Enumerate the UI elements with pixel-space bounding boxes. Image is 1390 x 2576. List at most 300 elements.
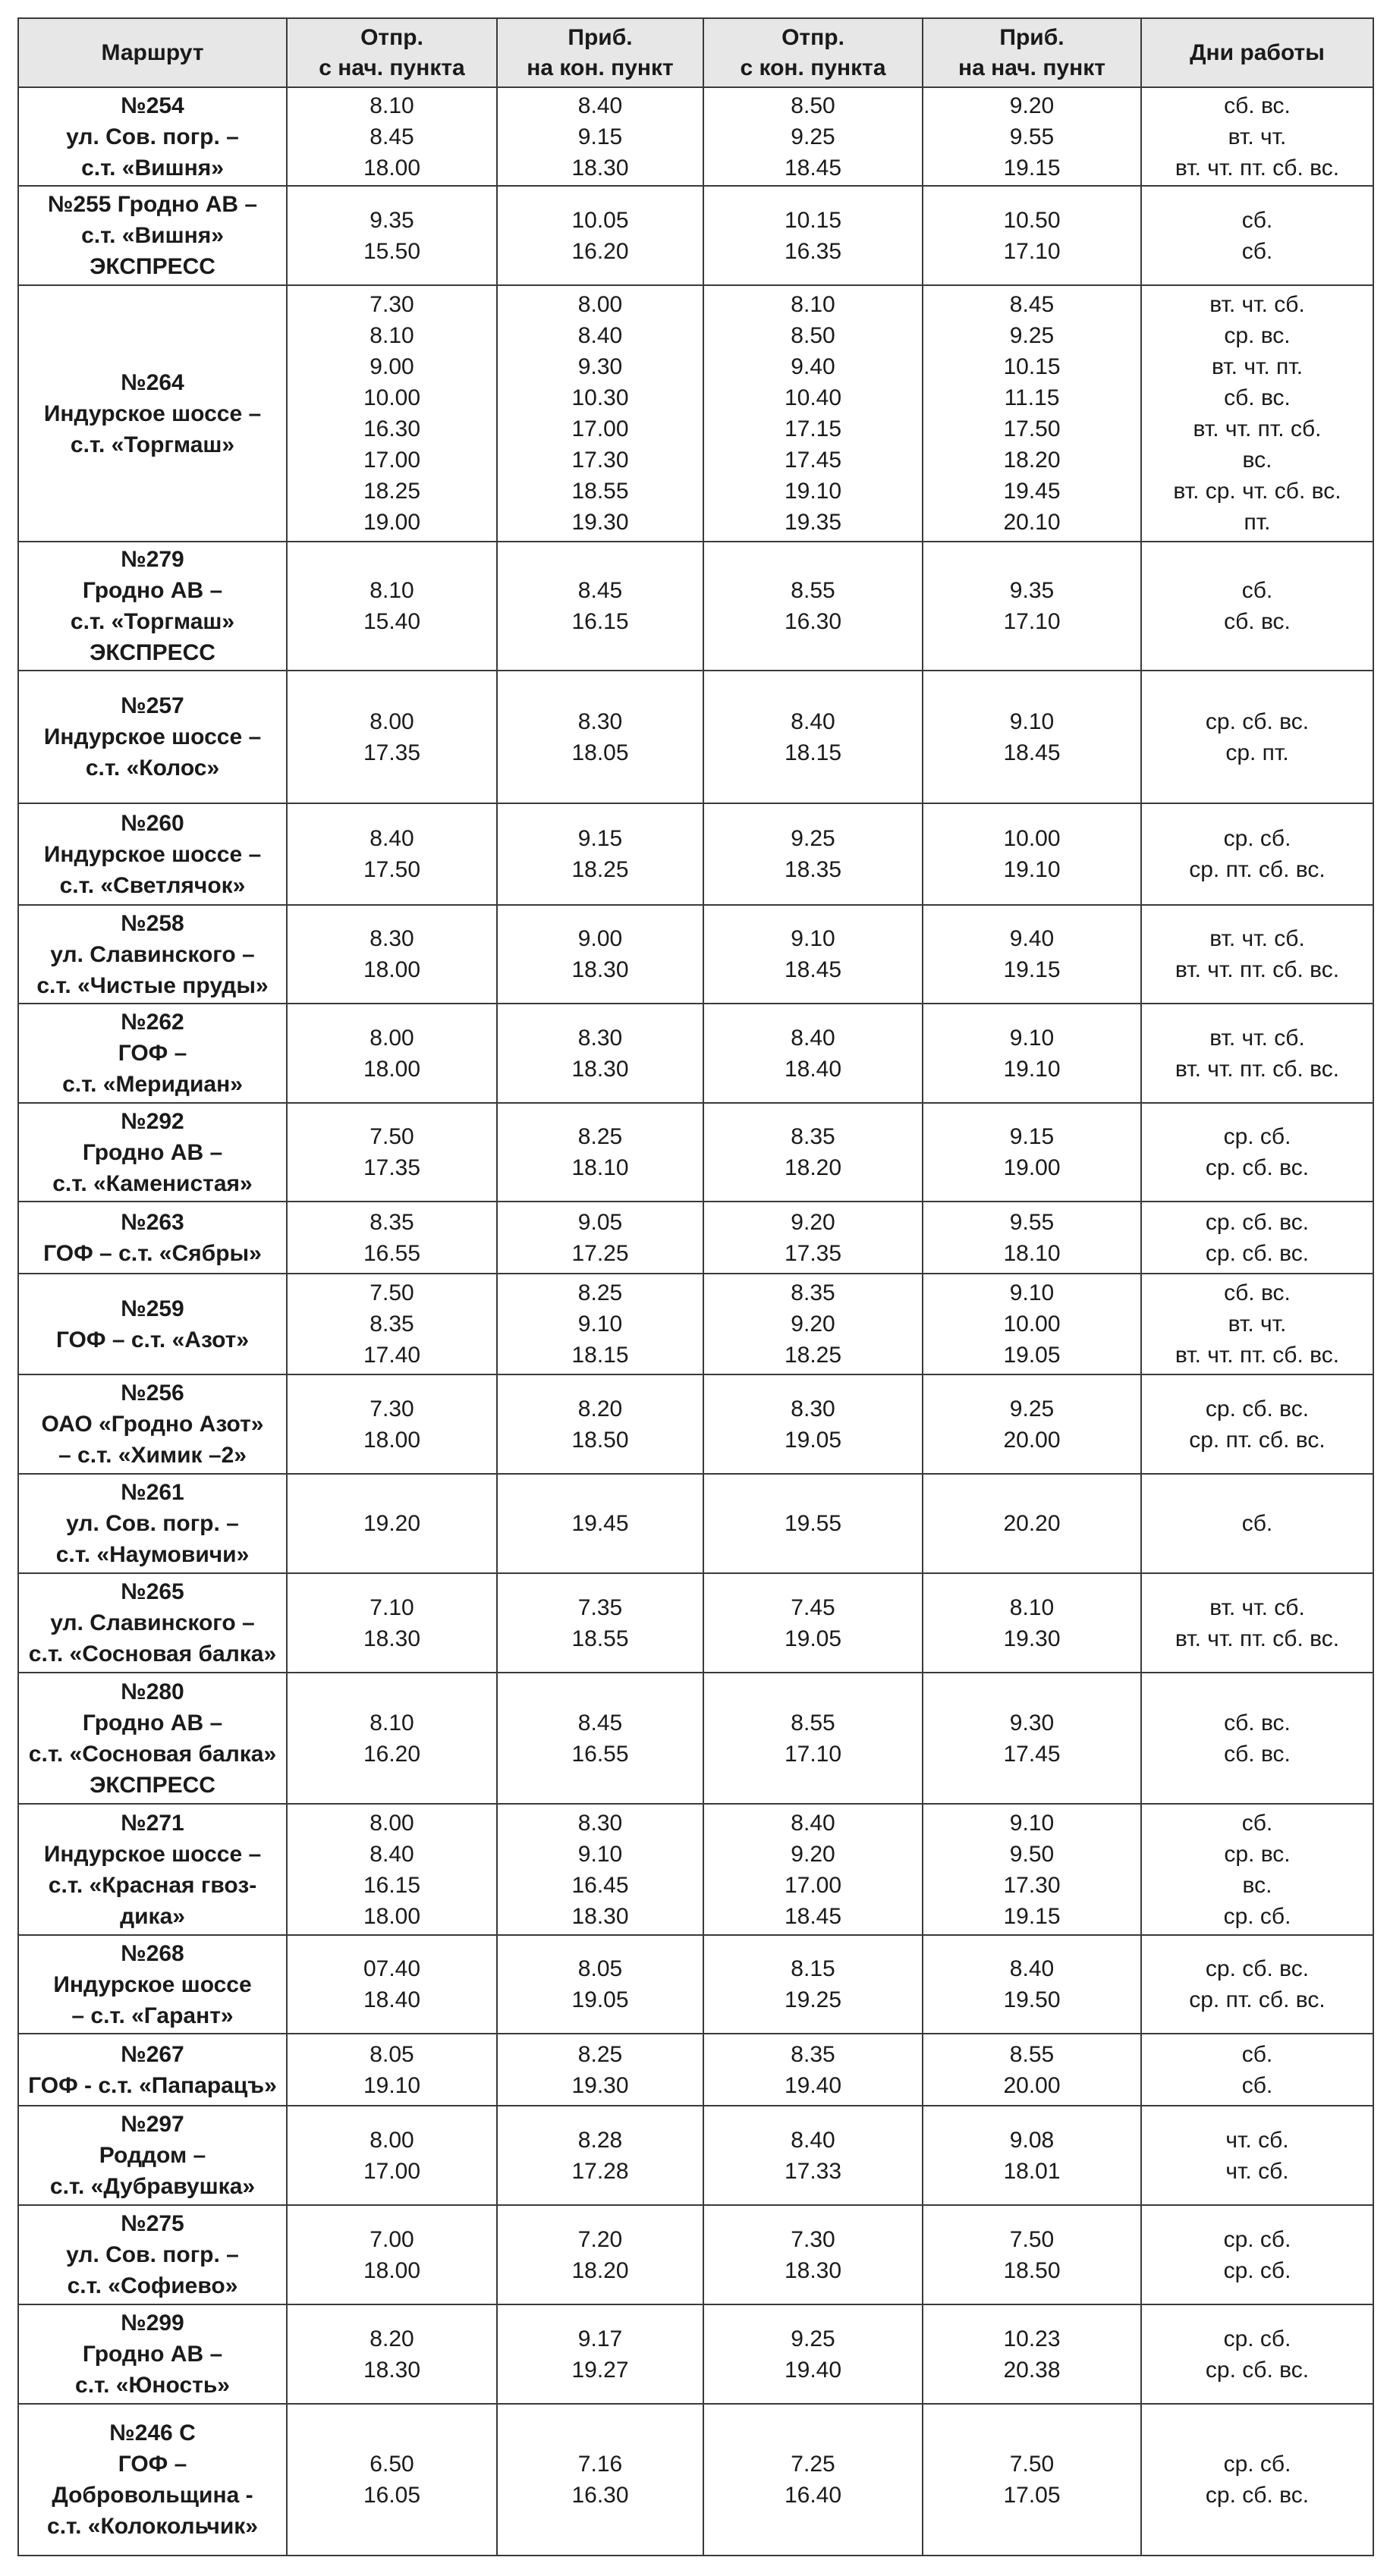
- time-value: 9.20: [1009, 93, 1055, 118]
- time-value: 18.55: [571, 479, 629, 504]
- table-row: [18, 1935, 1373, 2034]
- time-value: 7.25: [791, 2452, 835, 2477]
- time-value: 18.40: [363, 1987, 421, 2012]
- route-cell: [18, 1573, 287, 1673]
- route-cell: [18, 186, 287, 285]
- arr-end-cell: [497, 671, 703, 803]
- time-value: 18.30: [571, 1056, 629, 1082]
- time-value: 19.20: [363, 1511, 421, 1536]
- arr-start-cell: [923, 1103, 1141, 1202]
- time-value: 8.35: [791, 2041, 835, 2067]
- time-value: 8.45: [577, 1710, 623, 1736]
- time-value: 20.10: [1003, 510, 1061, 535]
- time-value: 19.35: [784, 510, 842, 535]
- days-cell: [1141, 1573, 1373, 1673]
- route-cell: [18, 671, 287, 803]
- header-text: на кон. пункт: [527, 55, 674, 80]
- time-value: 10.23: [1003, 2326, 1061, 2351]
- route-line: – с.т. «Гарант»: [71, 2003, 234, 2028]
- time-value: 18.25: [571, 857, 629, 882]
- time-value: 8.35: [791, 1280, 835, 1305]
- table-row: [18, 1573, 1373, 1673]
- time-value: 16.05: [363, 2483, 421, 2508]
- time-value: 19.45: [1003, 479, 1061, 504]
- time-value: 8.50: [791, 323, 835, 348]
- route-line: ЭКСПРЕСС: [90, 1772, 215, 1798]
- arr-start-cell: [923, 1804, 1141, 1935]
- table-row: [18, 2106, 1373, 2205]
- route-cell: [18, 1004, 287, 1103]
- table-row: [18, 1804, 1373, 1935]
- days-line: сб.: [1241, 2072, 1273, 2098]
- days-line: вс.: [1242, 448, 1272, 473]
- time-value: 17.10: [1003, 609, 1061, 634]
- time-value: 11.15: [1004, 385, 1060, 410]
- time-value: 19.10: [1003, 857, 1061, 882]
- time-value: 9.35: [1009, 578, 1055, 603]
- days-line: ср. пт. сб. вс.: [1189, 857, 1326, 882]
- route-cell: [18, 2304, 287, 2404]
- time-value: 19.05: [571, 1987, 629, 2012]
- time-value: 9.17: [577, 2326, 623, 2351]
- time-value: 18.50: [1003, 2257, 1061, 2283]
- time-value: 16.15: [571, 609, 629, 634]
- days-line: сб.: [1241, 207, 1273, 233]
- days-line: ср. сб. вс.: [1205, 1155, 1310, 1180]
- table-row: [18, 1274, 1373, 1374]
- dep-end-cell: [703, 1374, 923, 1474]
- days-cell: [1141, 2034, 1373, 2106]
- route-line: Гродно АВ –: [82, 578, 223, 603]
- route-line: Индурское шоссе: [53, 1971, 252, 1997]
- time-value: 17.35: [784, 1240, 842, 1266]
- days-cell: [1141, 1202, 1373, 1274]
- time-value: 8.40: [791, 1810, 835, 1836]
- days-line: ср. сб. вс.: [1205, 1209, 1310, 1235]
- days-line: ср. сб. вс.: [1205, 1396, 1310, 1422]
- arr-start-cell: [923, 1374, 1141, 1474]
- route-cell: [18, 1274, 287, 1374]
- time-value: 7.35: [577, 1594, 623, 1620]
- route-cell: [18, 1103, 287, 1202]
- table-row: [18, 2404, 1373, 2556]
- route-line: ОАО «Гродно Азот»: [41, 1412, 264, 1437]
- route-line: ул. Сов. погр. –: [66, 124, 239, 149]
- time-value: 19.05: [1003, 1343, 1061, 1368]
- time-value: 18.20: [571, 2257, 629, 2283]
- route-line: Индурское шоссе –: [43, 841, 262, 867]
- time-value: 18.20: [1003, 448, 1061, 473]
- time-value: 18.00: [363, 1056, 421, 1082]
- time-value: 8.10: [1009, 1594, 1055, 1620]
- time-value: 9.10: [1009, 1810, 1055, 1836]
- time-value: 17.00: [363, 448, 421, 473]
- route-line: №292: [121, 1108, 184, 1134]
- time-value: 8.10: [370, 578, 414, 603]
- time-value: 8.10: [370, 1710, 414, 1736]
- arr-start-cell: [923, 1935, 1141, 2034]
- time-value: 18.45: [1003, 740, 1061, 765]
- header-text: с нач. пункта: [319, 55, 465, 80]
- days-line: вт. чт. пт.: [1211, 354, 1304, 379]
- dep-end-cell: [703, 1673, 923, 1804]
- time-value: 19.50: [1003, 1987, 1061, 2012]
- arr-start-cell: [923, 2304, 1141, 2404]
- dep-end-cell: [703, 2106, 923, 2205]
- route-line: №258: [121, 910, 184, 936]
- arr-start-cell: [923, 1474, 1141, 1573]
- time-value: 17.00: [363, 2158, 421, 2184]
- dep-start-cell: [287, 542, 497, 671]
- time-value: 9.55: [1009, 1209, 1055, 1235]
- time-value: 19.25: [784, 1987, 842, 2012]
- time-value: 17.40: [363, 1343, 421, 1368]
- route-line: №263: [121, 1209, 184, 1235]
- time-value: 16.35: [784, 238, 842, 264]
- time-value: 8.28: [577, 2127, 623, 2153]
- days-cell: [1141, 285, 1373, 542]
- route-cell: [18, 2034, 287, 2106]
- dep-end-cell: [703, 1804, 923, 1935]
- time-value: 9.40: [1009, 926, 1055, 951]
- days-line: вт. чт. сб.: [1209, 1025, 1305, 1051]
- time-value: 19.45: [571, 1511, 629, 1536]
- time-value: 9.25: [1009, 323, 1055, 348]
- time-value: 8.30: [791, 1396, 835, 1422]
- time-value: 19.10: [784, 479, 842, 504]
- time-value: 8.00: [370, 2127, 414, 2153]
- time-value: 9.50: [1009, 1841, 1055, 1867]
- route-line: с.т. «Красная гвоз-: [48, 1872, 257, 1898]
- time-value: 18.00: [363, 1903, 421, 1929]
- route-line: ГОФ –: [118, 2452, 187, 2477]
- arr-start-cell: [923, 803, 1141, 905]
- time-value: 9.20: [791, 1209, 835, 1235]
- route-line: Индурское шоссе –: [43, 401, 262, 426]
- route-line: №256: [121, 1381, 184, 1406]
- time-value: 19.05: [784, 1427, 842, 1453]
- time-value: 10.00: [1003, 1312, 1061, 1337]
- time-value: 18.30: [571, 1903, 629, 1929]
- time-value: 16.20: [363, 1741, 421, 1767]
- days-line: вт. чт. сб.: [1209, 1594, 1305, 1620]
- table-row: [18, 905, 1373, 1004]
- time-value: 8.00: [370, 1025, 414, 1051]
- time-value: 9.08: [1009, 2127, 1055, 2153]
- days-line: вт. чт.: [1228, 1312, 1287, 1337]
- time-value: 17.10: [784, 1741, 842, 1767]
- header-text: Приб.: [999, 24, 1065, 50]
- table-row: [18, 1673, 1373, 1804]
- time-value: 16.30: [363, 416, 421, 441]
- arr-end-cell: [497, 1673, 703, 1804]
- time-value: 19.30: [1003, 1626, 1061, 1651]
- arr-end-cell: [497, 285, 703, 542]
- days-cell: [1141, 1374, 1373, 1474]
- time-value: 19.15: [1003, 155, 1061, 181]
- time-value: 8.40: [577, 323, 623, 348]
- time-value: 7.30: [370, 292, 414, 317]
- days-line: ср. сб.: [1223, 1124, 1291, 1149]
- time-value: 18.30: [571, 155, 629, 181]
- time-value: 8.15: [791, 1956, 835, 1981]
- time-value: 17.10: [1003, 238, 1061, 264]
- time-value: 18.45: [784, 957, 842, 982]
- dep-start-cell: [287, 2106, 497, 2205]
- time-value: 18.40: [784, 1056, 842, 1082]
- time-value: 19.00: [1003, 1155, 1061, 1180]
- table-row: [18, 285, 1373, 542]
- route-cell: [18, 542, 287, 671]
- arr-start-cell: [923, 1004, 1141, 1103]
- time-value: 17.35: [363, 1155, 421, 1180]
- time-value: 18.20: [784, 1155, 842, 1180]
- days-line: чт. сб.: [1225, 2158, 1289, 2184]
- dep-end-cell: [703, 2205, 923, 2304]
- arr-start-cell: [923, 186, 1141, 285]
- time-value: 16.30: [784, 609, 842, 634]
- time-value: 18.50: [571, 1427, 629, 1453]
- time-value: 9.00: [370, 354, 414, 379]
- time-value: 9.00: [577, 926, 623, 951]
- time-value: 19.27: [571, 2357, 629, 2383]
- dep-start-cell: [287, 1374, 497, 1474]
- route-cell: [18, 1673, 287, 1804]
- header-text: Приб.: [568, 24, 633, 50]
- arr-end-cell: [497, 1804, 703, 1935]
- time-value: 8.45: [1009, 292, 1055, 317]
- route-line: №279: [121, 547, 184, 572]
- time-value: 9.10: [791, 926, 835, 951]
- route-line: с.т. «Дубравушка»: [49, 2174, 256, 2199]
- time-value: 16.30: [571, 2483, 629, 2508]
- bus-schedule-table: [17, 17, 1374, 2556]
- route-line: ул. Сов. погр. –: [66, 2242, 239, 2267]
- days-cell: [1141, 1274, 1373, 1374]
- route-cell: [18, 2205, 287, 2304]
- dep-start-cell: [287, 2304, 497, 2404]
- time-value: 19.40: [784, 2357, 842, 2383]
- table-row: [18, 87, 1373, 186]
- dep-start-cell: [287, 671, 497, 803]
- days-line: сб. вс.: [1224, 1741, 1291, 1767]
- time-value: 7.20: [577, 2226, 623, 2252]
- route-cell: [18, 905, 287, 1004]
- arr-end-cell: [497, 542, 703, 671]
- header-text: на нач. пункт: [958, 55, 1105, 80]
- dep-start-cell: [287, 1673, 497, 1804]
- days-line: ср. сб. вс.: [1205, 1240, 1310, 1266]
- days-line: вт. чт. пт. сб. вс.: [1175, 957, 1340, 982]
- time-value: 8.45: [577, 578, 623, 603]
- days-line: вс.: [1242, 1872, 1272, 1898]
- dep-end-cell: [703, 2034, 923, 2106]
- time-value: 17.15: [784, 416, 842, 441]
- time-value: 16.45: [571, 1872, 629, 1898]
- time-value: 9.20: [791, 1841, 835, 1867]
- time-value: 16.40: [784, 2483, 842, 2508]
- time-value: 19.40: [784, 2072, 842, 2098]
- days-line: пт.: [1244, 510, 1271, 535]
- time-value: 9.55: [1009, 124, 1055, 149]
- dep-start-cell: [287, 905, 497, 1004]
- time-value: 19.05: [784, 1626, 842, 1651]
- time-value: 15.50: [363, 238, 421, 264]
- days-cell: [1141, 186, 1373, 285]
- arr-start-cell: [923, 1274, 1141, 1374]
- dep-start-cell: [287, 186, 497, 285]
- arr-start-cell: [923, 2106, 1141, 2205]
- days-line: сб. вс.: [1224, 385, 1291, 410]
- days-line: сб.: [1241, 1810, 1273, 1836]
- arr-end-cell: [497, 87, 703, 186]
- route-line: ул. Сов. погр. –: [66, 1511, 239, 1536]
- header-text: Отпр.: [781, 24, 844, 50]
- days-line: вт. чт. пт. сб. вс.: [1175, 1056, 1340, 1082]
- route-line: с.т. «Сосновая балка»: [28, 1641, 277, 1667]
- arr-end-cell: [497, 2034, 703, 2106]
- days-cell: [1141, 803, 1373, 905]
- time-value: 9.30: [1009, 1710, 1055, 1736]
- days-cell: [1141, 1004, 1373, 1103]
- route-line: с.т. «Наумовичи»: [55, 1542, 250, 1567]
- route-line: Гродно АВ –: [82, 1139, 223, 1165]
- time-value: 8.55: [791, 1710, 835, 1736]
- days-line: сб. вс.: [1224, 1280, 1291, 1305]
- dep-start-cell: [287, 1573, 497, 1673]
- arr-start-cell: [923, 671, 1141, 803]
- arr-end-cell: [497, 186, 703, 285]
- days-line: ср. сб.: [1223, 1903, 1291, 1929]
- time-value: 8.45: [370, 124, 414, 149]
- time-value: 20.20: [1003, 1511, 1061, 1536]
- time-value: 19.10: [1003, 1056, 1061, 1082]
- time-value: 18.30: [363, 1626, 421, 1651]
- days-line: ср. сб.: [1223, 2326, 1291, 2351]
- time-value: 9.10: [1009, 708, 1055, 734]
- time-value: 8.40: [370, 826, 414, 851]
- time-value: 8.20: [370, 2326, 414, 2351]
- days-cell: [1141, 1103, 1373, 1202]
- route-line: №260: [121, 810, 184, 836]
- time-value: 9.40: [791, 354, 835, 379]
- header-days: [1141, 18, 1373, 87]
- arr-end-cell: [497, 1004, 703, 1103]
- arr-start-cell: [923, 1202, 1141, 1274]
- time-value: 18.05: [571, 740, 629, 765]
- time-value: 18.30: [571, 957, 629, 982]
- time-value: 8.40: [1009, 1956, 1055, 1981]
- route-line: №275: [121, 2211, 184, 2236]
- header-dep-start: [287, 18, 497, 87]
- table-row: [18, 1202, 1373, 1274]
- arr-start-cell: [923, 542, 1141, 671]
- arr-end-cell: [497, 1103, 703, 1202]
- arr-start-cell: [923, 2404, 1141, 2556]
- arr-end-cell: [497, 1202, 703, 1274]
- time-value: 10.30: [571, 385, 629, 410]
- route-line: №246 С: [109, 2420, 196, 2446]
- route-line: с.т. «Чистые пруды»: [36, 972, 269, 998]
- days-cell: [1141, 1474, 1373, 1573]
- route-line: Гродно АВ –: [82, 2342, 223, 2367]
- days-line: сб.: [1241, 1511, 1273, 1536]
- dep-end-cell: [703, 87, 923, 186]
- arr-start-cell: [923, 2034, 1141, 2106]
- time-value: 9.35: [370, 207, 414, 233]
- time-value: 15.40: [363, 609, 421, 634]
- time-value: 17.25: [571, 1240, 629, 1266]
- table-row: [18, 2205, 1373, 2304]
- days-line: ср. сб. вс.: [1205, 2483, 1310, 2508]
- time-value: 9.05: [577, 1209, 623, 1235]
- arr-end-cell: [497, 2106, 703, 2205]
- route-line: №259: [121, 1296, 184, 1321]
- time-value: 8.00: [370, 708, 414, 734]
- days-line: вт. чт. сб.: [1209, 926, 1305, 951]
- time-value: 7.00: [370, 2226, 414, 2252]
- time-value: 9.10: [1009, 1025, 1055, 1051]
- time-value: 17.35: [363, 740, 421, 765]
- route-line: ГОФ - с.т. «Папарацъ»: [28, 2072, 277, 2098]
- time-value: 7.16: [577, 2452, 623, 2477]
- days-line: вт. чт. пт. сб. вс.: [1175, 155, 1340, 181]
- time-value: 7.45: [791, 1594, 835, 1620]
- time-value: 8.40: [791, 708, 835, 734]
- days-line: ср. пт.: [1225, 740, 1289, 765]
- time-value: 9.25: [1009, 1396, 1055, 1422]
- time-value: 10.40: [784, 385, 842, 410]
- arr-start-cell: [923, 2205, 1141, 2304]
- dep-start-cell: [287, 2205, 497, 2304]
- header-text: Дни работы: [1190, 39, 1325, 65]
- time-value: 19.15: [1003, 1903, 1061, 1929]
- route-line: ул. Славинского –: [50, 941, 255, 967]
- route-line: №268: [121, 1940, 184, 1966]
- time-value: 17.45: [784, 448, 842, 473]
- days-line: сб. вс.: [1224, 1710, 1291, 1736]
- time-value: 8.25: [577, 2041, 623, 2067]
- time-value: 18.00: [363, 1427, 421, 1453]
- time-value: 7.50: [370, 1124, 414, 1149]
- time-value: 17.05: [1003, 2483, 1061, 2508]
- route-line: с.т. «Сосновая балка»: [28, 1741, 277, 1767]
- dep-end-cell: [703, 542, 923, 671]
- time-value: 17.00: [571, 416, 629, 441]
- time-value: 19.55: [784, 1511, 842, 1536]
- days-cell: [1141, 1804, 1373, 1935]
- time-value: 20.00: [1003, 2072, 1061, 2098]
- days-line: ср. вс.: [1224, 323, 1291, 348]
- time-value: 8.10: [791, 292, 835, 317]
- route-line: №297: [121, 2112, 184, 2137]
- table-row: [18, 2304, 1373, 2404]
- dep-start-cell: [287, 1804, 497, 1935]
- dep-end-cell: [703, 671, 923, 803]
- days-line: ср. вс.: [1224, 1841, 1291, 1867]
- table-row: [18, 186, 1373, 285]
- dep-end-cell: [703, 905, 923, 1004]
- header-text: Отпр.: [360, 24, 423, 50]
- time-value: 7.30: [370, 1396, 414, 1422]
- route-line: с.т. «Торгмаш»: [70, 609, 235, 634]
- days-line: вт. чт. пт. сб.: [1193, 416, 1322, 441]
- route-line: с.т. «Меридиан»: [62, 1072, 243, 1097]
- days-cell: [1141, 2205, 1373, 2304]
- days-line: чт. сб.: [1225, 2127, 1289, 2153]
- arr-end-cell: [497, 2404, 703, 2556]
- time-value: 18.15: [784, 740, 842, 765]
